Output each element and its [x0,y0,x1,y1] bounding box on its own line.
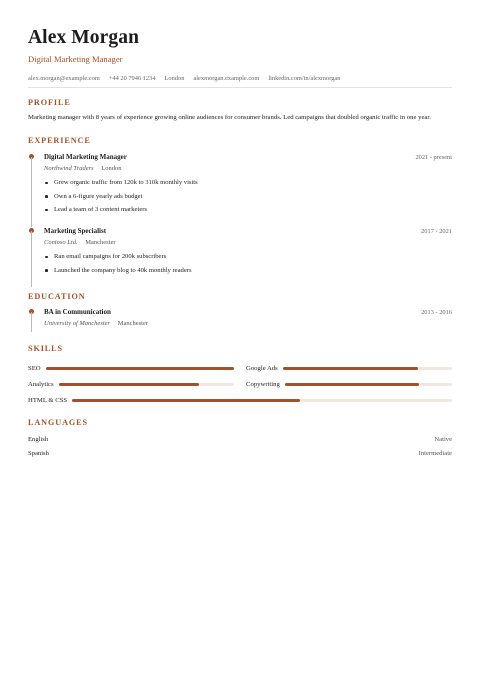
skill-name: HTML & CSS [28,396,68,404]
job-bullet: Own a 6-figure yearly ads budget [54,190,452,204]
job-title: Marketing Specialist [44,227,107,235]
skill-bar-fill [283,367,418,370]
language-level: Native [434,436,452,443]
skill-item [28,381,234,388]
language-level: Intermediate [418,450,452,457]
skill-bar-track [285,383,452,386]
job-bullets [44,250,452,277]
skill-bar-track [59,383,234,386]
section-title-profile: PROFILE [28,98,71,107]
language-name: Spanish [28,450,49,457]
header-divider [28,87,452,88]
job-company: Contoso Ltd. [44,239,78,246]
section-title-experience: EXPERIENCE [28,136,91,145]
skill-name: Analytics [28,380,54,388]
job-location: Manchester [85,239,116,246]
timeline-line [31,231,32,287]
skill-item [28,365,234,372]
section-title-education: EDUCATION [28,292,86,301]
job-title: Digital Marketing Manager [44,153,127,161]
skill-bar-track [72,399,452,402]
job-bullet: Launched the company blog to 40k monthly readers [54,264,452,278]
skill-bar-fill [46,367,234,370]
skill-bar-track [283,367,452,370]
experience-item [28,153,452,227]
job-location: London [101,165,122,172]
skill-bar-fill [59,383,199,386]
skill-item [28,397,452,404]
skill-name: Google Ads [246,364,278,372]
job-bullet: Lead a team of 3 content marketers [54,203,452,217]
school-location: Manchester [117,320,149,327]
skill-bar-track [46,367,234,370]
job-dates: 2017 - 2021 [421,228,452,235]
job-bullets [44,176,452,217]
contact-email[interactable]: alex.morgan@example.com [28,75,100,82]
skill-item [246,365,452,372]
job-bullet: Grew organic traffic from 120k to 310k monthly visits [54,176,452,190]
contact-phone: +44 20 7946 1234 [108,75,156,82]
timeline-line [31,312,32,332]
timeline-line [31,157,32,227]
experience-timeline [28,153,452,291]
job-company: Northwind Traders [44,165,94,172]
skill-name: Copywriting [246,380,280,388]
language-name: English [28,436,49,443]
contact-city: London [164,75,185,82]
language-item [28,447,452,461]
section-title-languages: LANGUAGES [28,418,88,427]
contact-linkedin[interactable]: linkedin.com/in/alexmorgan [268,75,341,82]
school-name: University of Manchester [44,320,111,327]
skills-list [28,360,452,408]
skill-item [246,381,452,388]
skill-bar-fill [285,383,419,386]
experience-item [28,227,452,291]
education-dates: 2013 - 2016 [421,309,452,316]
contact-website[interactable]: alexmorgan.example.com [193,75,260,82]
job-bullet: Ran email campaigns for 200k subscribers [54,250,452,264]
section-title-skills: SKILLS [28,344,63,353]
education-timeline [28,308,452,334]
language-item [28,433,452,447]
contact-line [28,74,452,83]
education-item [28,308,452,334]
profile-summary: Marketing manager with 8 years of experience growing online audiences for consumer brands. Led campaigns that doubled organic traffic in one year. [28,114,431,121]
candidate-name: Alex Morgan [28,27,140,48]
job-dates: 2021 - present [415,154,452,161]
skill-bar-fill [72,399,300,402]
skill-name: SEO [28,364,41,372]
languages-list [28,433,452,461]
candidate-headline: Digital Marketing Manager [28,54,123,64]
degree-title: BA in Communication [44,308,111,316]
